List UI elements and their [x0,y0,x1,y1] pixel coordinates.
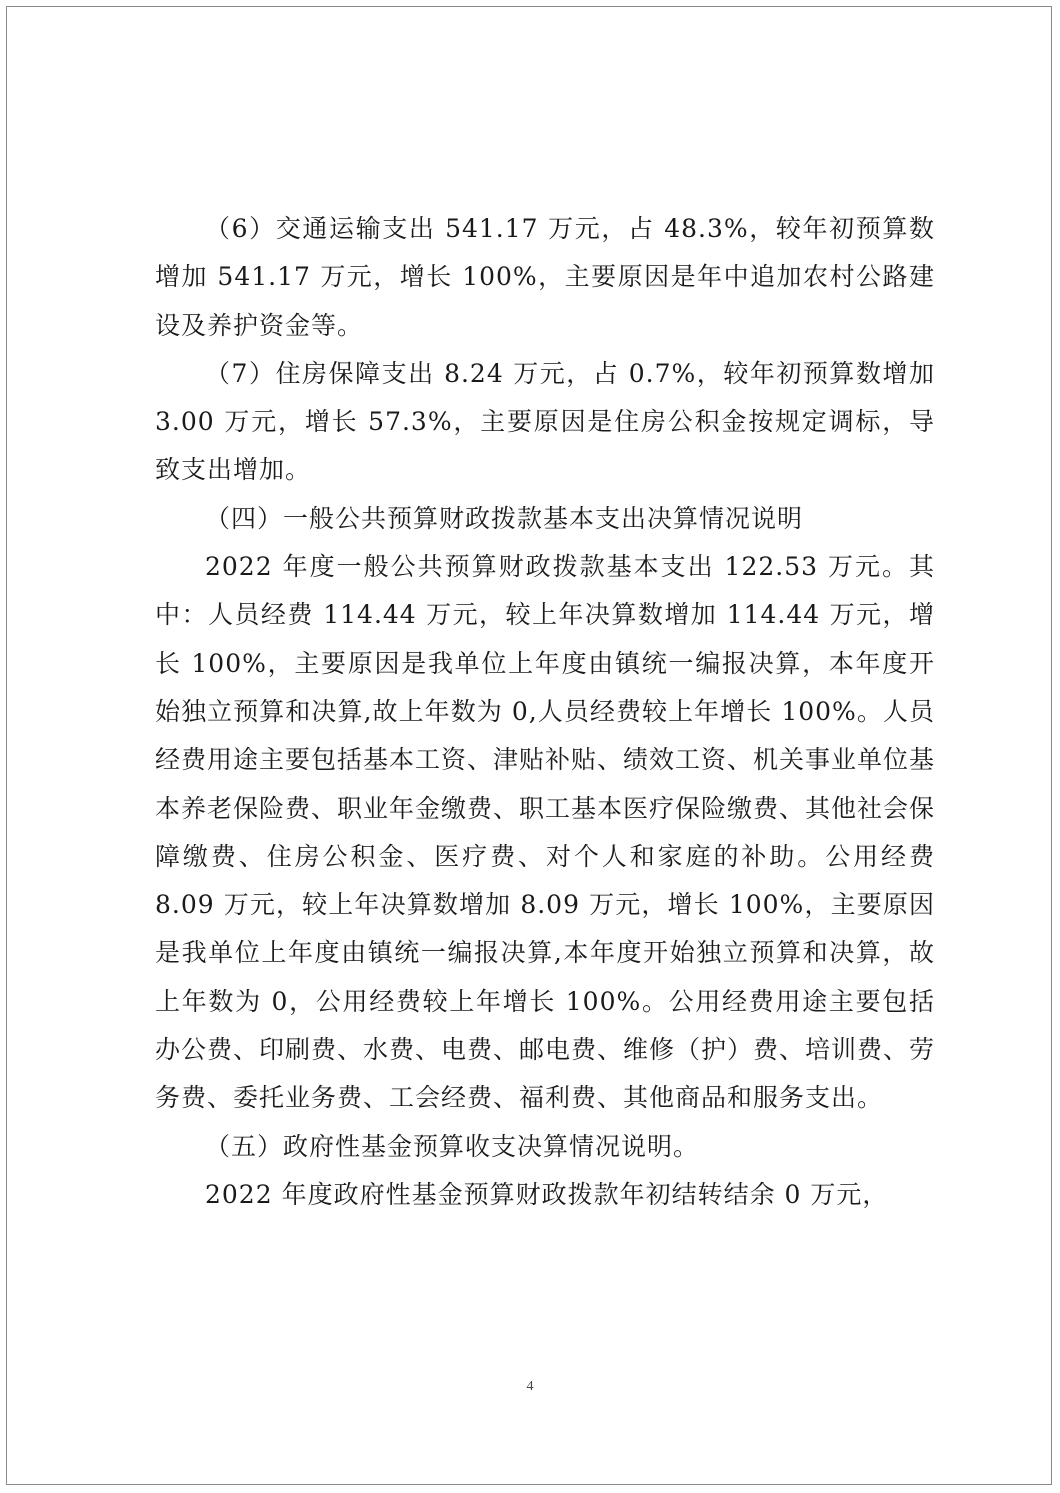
body-text [155,205,935,1219]
paragraph-transport-expenditure: （6）交通运输支出 541.17 万元，占 48.3%，较年初预算数增加 541.17 万元，增长 100%，主要原因是年中追加农村公路建设及养护资金等。 [155,214,935,340]
section-heading-basic-expenditure: （四）一般公共预算财政拨款基本支出决算情况说明 [205,503,804,533]
paragraph-government-fund: 2022 年度政府性基金预算财政拨款年初结转结余 0 万元， [205,1179,889,1209]
paragraph-housing-expenditure: （7）住房保障支出 8.24 万元，占 0.7%，较年初预算数增加 3.00 万元，增长 57.3%，主要原因是住房公积金按规定调标，导致支出增加。 [155,358,935,485]
paragraph-basic-expenditure: 2022 年度一般公共预算财政拨款基本支出 122.53 万元。其中：人员经费 114.44 万元，较上年决算数增加 114.44 万元，增长 100%，主要原因是我单位上年度由镇统一编报决算，本年度开始独立预算和决算,故上年数为 0,人员经费较上年增长 100%。人员经费用途主要包括基本工资、津贴补贴、绩效工资、机关事业单位基本养老保险费、职业年金缴费、职工基本医疗保险缴费、其他社会保障缴费、住房公积金、医疗费、对个人和家庭的补助。公用经费 8.09 万元，较上年决算数增加 8.09 万元，增长 100%，主要原因是我单位上年度由镇统一编报决算,本年度开始独立预算和决算，故上年数为 0，公用经费较上年增长 100%。公用经费用途主要包括办公费、印刷费、水费、电费、邮电费、维修（护）费、培训费、劳务费、委托业务费、工会经费、福利费、其他商品和服务支出。 [155,552,936,1113]
section-heading-government-fund: （五）政府性基金预算收支决算情况说明。 [205,1131,700,1161]
document-page [6,6,1052,1485]
page-number: 4 [526,1379,534,1394]
